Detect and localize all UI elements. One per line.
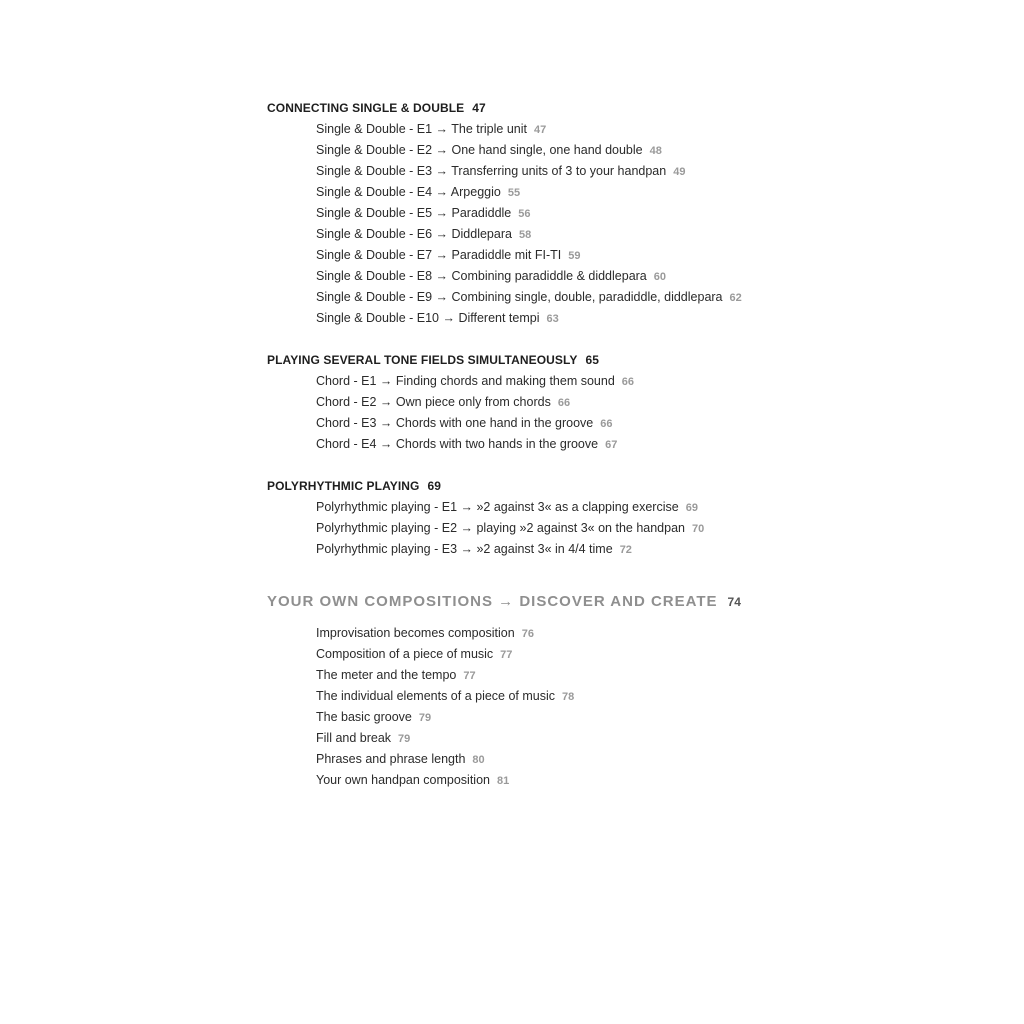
toc-entry-text: Single & Double - E1 → The triple unit [316, 122, 527, 136]
toc-entry-text: Chord - E1 → Finding chords and making them sound [316, 374, 615, 388]
toc-entry-text: Single & Double - E7 → Paradiddle mit FI-TI [316, 248, 562, 262]
toc-entry [267, 728, 1007, 749]
toc-entry [267, 539, 1007, 560]
section-heading-text: POLYRHYTHMIC PLAYING [267, 479, 420, 493]
toc-entry-text: Single & Double - E2 → One hand single, one hand double [316, 143, 643, 157]
section-heading-text: CONNECTING SINGLE & DOUBLE [267, 101, 465, 115]
toc-entry-text: Improvisation becomes composition [316, 626, 515, 640]
toc-entry-text: Single & Double - E4 → Arpeggio [316, 185, 501, 199]
toc-entry-page: 66 [600, 418, 613, 430]
part-heading-text: YOUR OWN COMPOSITIONS → DISCOVER AND CREATE [267, 593, 718, 610]
toc-entry-text: The basic groove [316, 710, 412, 724]
toc-entry-text: Single & Double - E10 → Different tempi [316, 311, 540, 325]
toc-entry-text: Single & Double - E5 → Paradiddle [316, 206, 512, 220]
toc-entry [267, 686, 1007, 707]
toc-entry [267, 665, 1007, 686]
toc-entry-text: Polyrhythmic playing - E2 → playing »2 against 3« on the handpan [316, 521, 685, 535]
toc-entry [267, 434, 1007, 455]
toc-entry [267, 770, 1007, 791]
toc-entry [267, 161, 1007, 182]
toc-entry-page: 56 [518, 208, 531, 220]
toc-entry-page: 69 [685, 502, 698, 514]
toc-entry-page: 55 [507, 187, 521, 199]
toc-entry [267, 140, 1007, 161]
section-page-number: 69 [427, 479, 442, 493]
section-spacer [267, 455, 1007, 476]
toc-entry-page: 72 [619, 544, 632, 556]
toc-entry-page: 49 [673, 166, 686, 178]
section-spacer [267, 329, 1007, 350]
toc-entry-text: The meter and the tempo [316, 668, 457, 682]
toc-entry-page: 63 [546, 313, 559, 325]
part-spacer [267, 560, 1007, 591]
toc-entry [267, 623, 1007, 644]
toc-entry-page: 47 [534, 124, 547, 136]
toc-entry [267, 518, 1007, 539]
toc-entry-text: Polyrhythmic playing - E3 → »2 against 3« in 4/4 time [316, 542, 613, 556]
toc-entry [267, 749, 1007, 770]
toc-entry [267, 287, 1007, 308]
toc-entry [267, 392, 1007, 413]
section-page-number: 65 [585, 353, 600, 367]
toc-entry-page: 48 [649, 145, 662, 157]
toc-entry-page: 77 [500, 649, 513, 661]
toc-entry-page: 76 [521, 628, 534, 640]
part-heading-compositions [267, 591, 1007, 612]
toc-entry-page: 79 [418, 712, 432, 724]
toc-entry-text: Phrases and phrase length [316, 752, 466, 766]
toc-entry [267, 497, 1007, 518]
toc-entry-page: 78 [562, 691, 575, 703]
section-heading-tone-fields [267, 350, 1007, 371]
toc-entry [267, 413, 1007, 434]
toc-entry-text: Composition of a piece of music [316, 647, 494, 661]
toc-entry [267, 245, 1007, 266]
toc-entry-text: Chord - E4 → Chords with two hands in the groove [316, 437, 599, 451]
toc-entry-page: 67 [605, 439, 618, 451]
toc-entry-text: Single & Double - E3 → Transferring units of 3 to your handpan [316, 164, 667, 178]
toc-entry-page: 80 [472, 754, 485, 766]
toc-entry-page: 81 [496, 775, 510, 787]
part-spacer [267, 612, 1007, 623]
toc-entry [267, 707, 1007, 728]
toc-entry-text: Chord - E2 → Own piece only from chords [316, 395, 551, 409]
table-of-contents [267, 98, 1007, 791]
toc-entry-text: Polyrhythmic playing - E1 → »2 against 3« as a clapping exercise [316, 500, 679, 514]
toc-entry-text: Chord - E3 → Chords with one hand in the groove [316, 416, 594, 430]
toc-entry-text: Single & Double - E6 → Diddlepara [316, 227, 512, 241]
toc-entry [267, 119, 1007, 140]
toc-entry-text: Single & Double - E8 → Combining paradiddle & diddlepara [316, 269, 647, 283]
part-page-number: 74 [727, 595, 741, 609]
section-page-number: 47 [472, 101, 486, 115]
toc-entry [267, 644, 1007, 665]
toc-entry [267, 371, 1007, 392]
section-heading-text: PLAYING SEVERAL TONE FIELDS SIMULTANEOUSLY [267, 353, 578, 367]
toc-entry [267, 224, 1007, 245]
toc-entry-page: 58 [518, 229, 532, 241]
toc-entry-text: Your own handpan composition [316, 773, 490, 787]
toc-entry-page: 59 [568, 250, 581, 262]
section-heading-polyrhythmic [267, 476, 1007, 497]
toc-entry-page: 66 [621, 376, 635, 388]
toc-entry-page: 62 [729, 292, 742, 304]
section-heading-connecting [267, 98, 1007, 119]
toc-entry [267, 182, 1007, 203]
toc-entry-page: 77 [463, 670, 476, 682]
toc-entry-page: 66 [557, 397, 571, 409]
toc-entry-page: 79 [398, 733, 411, 745]
toc-entry [267, 308, 1007, 329]
toc-entry-text: Single & Double - E9 → Combining single, double, paradiddle, diddlepara [316, 290, 723, 304]
toc-entry [267, 266, 1007, 287]
toc-entry-page: 70 [691, 523, 705, 535]
toc-entry-page: 60 [653, 271, 667, 283]
toc-entry-text: The individual elements of a piece of music [316, 689, 556, 703]
toc-entry [267, 203, 1007, 224]
toc-entry-text: Fill and break [316, 731, 392, 745]
